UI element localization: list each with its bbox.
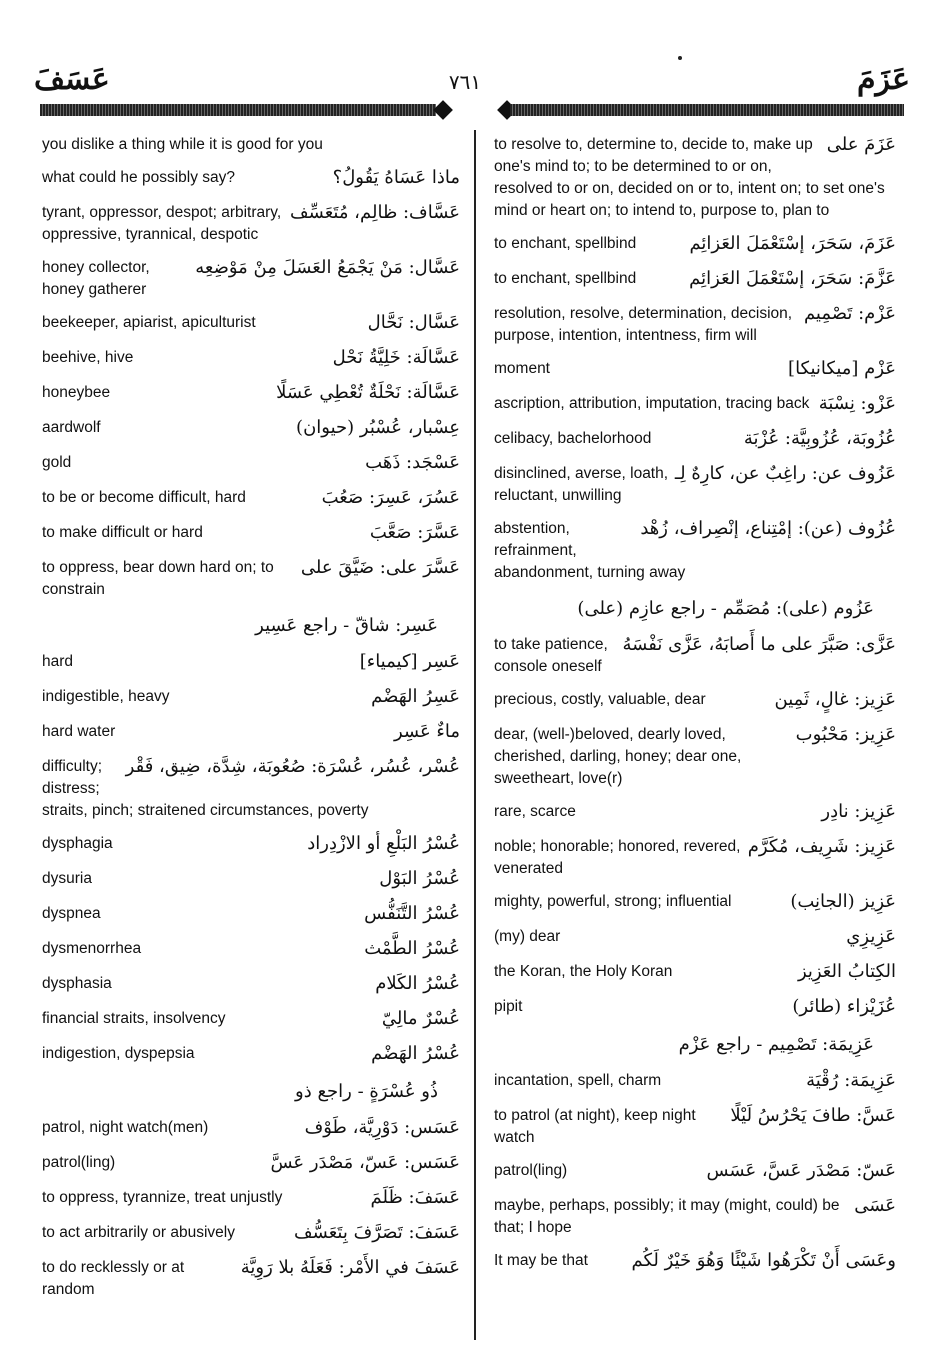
dictionary-entry — [42, 1117, 460, 1141]
dictionary-entry — [42, 312, 460, 336]
arabic-headword: عَسَفَ في الأَمْر: فَعَلَهُ بلا رَوِيَّة — [235, 1255, 460, 1281]
english-definition: to patrol (at night), keep night watch — [494, 1107, 696, 1146]
arabic-headword: عَسِر [كيمياء] — [354, 649, 460, 675]
dictionary-entry — [42, 202, 460, 246]
left-column — [42, 134, 460, 1301]
arabic-headword: عَسْجَد: ذَهَب — [359, 450, 460, 476]
english-definition: financial straits, insolvency — [42, 1010, 226, 1027]
dictionary-entry — [42, 134, 460, 156]
dictionary-entry — [42, 938, 460, 962]
arabic-cross-reference: عَزُوم (على): مُصَمِّم - راجع عازِم (على) — [577, 598, 874, 619]
arabic-headword: الكِتابُ العَزِيز — [792, 959, 896, 985]
dictionary-entry — [494, 1160, 896, 1184]
dictionary-entry — [42, 903, 460, 927]
english-definition: tyrant, oppressor, despot; arbitrary, oppressive, tyrannical, despotic — [42, 204, 282, 243]
dictionary-entry — [494, 358, 896, 382]
english-definition: patrol(ling) — [494, 1162, 568, 1179]
english-definition: to resolve to, determine to, decide to, make up one's mind to; to be determined to or on, resolved to or on, decided on or to, intent on; to set one's mind or heart on; to intend to, purpose to, plan to — [494, 136, 885, 219]
english-definition: patrol, night watch(men) — [42, 1119, 209, 1136]
dictionary-entry — [494, 689, 896, 713]
dictionary-entry — [42, 347, 460, 371]
header-rule-right — [510, 104, 904, 116]
dictionary-entry — [42, 417, 460, 441]
dictionary-entry — [42, 973, 460, 997]
dictionary-entry — [494, 926, 896, 950]
dictionary-entry — [42, 382, 460, 406]
english-definition: to oppress, tyrannize, treat unjustly — [42, 1189, 283, 1206]
page-number: ٧٦١ — [448, 70, 482, 94]
arabic-headword: عَسّ: مَصْدَر عَسَّ، عَسَس — [700, 1158, 896, 1184]
english-definition: to be or become difficult, hard — [42, 489, 246, 506]
english-definition: dear, (well-)beloved, dearly loved, cherished, darling, honey; dear one, sweetheart, love(r) — [494, 726, 742, 787]
dictionary-entry — [42, 452, 460, 476]
arabic-headword: عَزَمَ، سَحَرَ، إسْتَعْمَلَ العَزائِم — [683, 231, 896, 257]
dictionary-entry — [494, 801, 896, 825]
arabic-headword: عَسَّالَة: نَحْلَةٌ تُعْطِي عَسَلًا — [270, 380, 460, 406]
arabic-headword: عَزِيز: مَحْبُوب — [790, 722, 896, 748]
dictionary-entry — [494, 1031, 896, 1059]
dictionary-entry — [42, 1152, 460, 1176]
english-definition: to enchant, spellbind — [494, 235, 637, 252]
dictionary-entry — [494, 303, 896, 347]
arabic-headword: عَزِيز (الجانِب) — [784, 889, 896, 915]
english-definition: honeybee — [42, 384, 111, 401]
dictionary-entry — [494, 463, 896, 507]
english-definition: hard water — [42, 723, 116, 740]
english-definition: dyspnea — [42, 905, 101, 922]
dictionary-entry — [42, 868, 460, 892]
dictionary-entry — [494, 1250, 896, 1274]
dictionary-entry — [42, 522, 460, 546]
arabic-headword: عَسَّالَة: خَلِيَّةُ نَحْل — [327, 345, 460, 371]
english-definition: to make difficult or hard — [42, 524, 203, 541]
arabic-headword: عَزْم: تَصْمِيم — [798, 301, 896, 327]
english-definition: incantation, spell, charm — [494, 1072, 662, 1089]
arabic-headword: ماءٌ عَسِر — [388, 719, 460, 745]
dictionary-entry — [42, 167, 460, 191]
english-definition: moment — [494, 360, 550, 377]
arabic-headword: عَزَّمَ: سَحَرَ، إسْتَعْمَلَ العَزائِم — [683, 266, 896, 292]
right-column — [494, 134, 896, 1274]
arabic-headword: عُزُوبَة، عُزُوبِيَّة: عُزْبَة — [738, 426, 896, 452]
english-definition: precious, costly, valuable, dear — [494, 691, 706, 708]
english-definition: to act arbitrarily or abusively — [42, 1224, 235, 1241]
arabic-headword: عَسَّ: طافَ يَحْرُسُ لَيْلًا — [724, 1103, 896, 1129]
english-definition: mighty, powerful, strong; influential — [494, 893, 732, 910]
dictionary-entry — [494, 428, 896, 452]
english-definition: indigestible, heavy — [42, 688, 170, 705]
header-left-word: عَسَفَ — [34, 62, 110, 97]
english-definition: noble; honorable; honored, revered, venerated — [494, 838, 741, 877]
dictionary-entry — [494, 518, 896, 584]
dictionary-entry — [494, 595, 896, 623]
dictionary-entry — [42, 1187, 460, 1211]
dictionary-entry — [494, 393, 896, 417]
dictionary-entry — [494, 134, 896, 222]
dictionary-entry — [42, 1257, 460, 1301]
dictionary-entry — [494, 961, 896, 985]
arabic-headword: عَسَّرَ على: ضَيَّقَ على — [295, 555, 460, 581]
arabic-headword: عَزِيز: شَرِيف، مُكَرَّم — [742, 834, 896, 860]
arabic-headword: عَسَس: عَسّ، مَصْدَر عَسَّ — [264, 1150, 460, 1176]
arabic-headword: عَسَفَ: تَصَرَّفَ بِتَعَسُّف — [288, 1220, 460, 1246]
dictionary-entry — [42, 612, 460, 640]
english-definition: to do recklessly or at random — [42, 1259, 185, 1298]
speck — [678, 56, 682, 60]
english-definition: dysuria — [42, 870, 92, 887]
english-definition: patrol(ling) — [42, 1154, 116, 1171]
dictionary-entry — [42, 257, 460, 301]
dictionary-entry — [494, 891, 896, 915]
dictionary-entry — [42, 1008, 460, 1032]
dictionary-entry — [494, 1105, 896, 1149]
dictionary-entry — [494, 634, 896, 678]
arabic-headword: عُسْرُ الهَضْم — [365, 1041, 460, 1067]
arabic-headword: عَزِيمَة: رُقْيَة — [800, 1068, 896, 1094]
english-definition: indigestion, dyspepsia — [42, 1045, 195, 1062]
english-definition: gold — [42, 454, 72, 471]
english-definition: honey collector, honey gatherer — [42, 259, 150, 298]
english-definition: what could he possibly say? — [42, 169, 236, 186]
english-definition: difficulty; distress; straits, pinch; straitened circumstances, poverty — [42, 758, 369, 819]
dictionary-entry — [42, 756, 460, 822]
english-definition: hard — [42, 653, 74, 670]
arabic-headword: عُزُوف (عن): إمْتِناع، إنْصِراف، زُهْد — [634, 516, 896, 542]
dictionary-entry — [42, 721, 460, 745]
english-definition: to enchant, spellbind — [494, 270, 637, 287]
arabic-headword: عَزِيزِي — [840, 924, 896, 950]
english-definition: celibacy, bachelorhood — [494, 430, 652, 447]
dictionary-entry — [42, 1043, 460, 1067]
arabic-headword: عَزِيز: نادِر — [815, 799, 896, 825]
english-definition: you dislike a thing while it is good for you — [42, 136, 323, 153]
arabic-headword: عُسْرٌ مالِيّ — [376, 1006, 460, 1032]
arabic-headword: عِسْبار، عُسْبُر (حيوان) — [290, 415, 460, 441]
arabic-headword: عَزُوف عن: راغِبٌ عن، كارِهٌ لِـ — [669, 461, 896, 487]
arabic-headword: عَسَّال: نَحَّال — [362, 310, 460, 336]
english-definition: dysphasia — [42, 975, 112, 992]
arabic-headword: عُسْرُ البَلْعِ أو الازْدِراد — [301, 831, 460, 857]
dictionary-entry — [494, 268, 896, 292]
arabic-headword: عَسَّرَ: صَعَّبَ — [364, 520, 460, 546]
dictionary-entry — [494, 724, 896, 790]
dictionary-entry — [42, 686, 460, 710]
dictionary-entry — [42, 1078, 460, 1106]
english-definition: dysmenorrhea — [42, 940, 142, 957]
dictionary-entry — [494, 1195, 896, 1239]
english-definition: beekeeper, apiarist, apiculturist — [42, 314, 256, 331]
dictionary-entry — [494, 1070, 896, 1094]
arabic-cross-reference: ذُو عُسْرَةٍ - راجع ذو — [295, 1081, 438, 1102]
english-definition: ascription, attribution, imputation, tracing back — [494, 395, 810, 412]
arabic-headword: عُسْرُ التَّنَفُّس — [358, 901, 460, 927]
english-definition: maybe, perhaps, possibly; it may (might, could) be that; I hope — [494, 1197, 840, 1236]
dictionary-entry — [42, 557, 460, 601]
arabic-headword: عُسْرُ الكَلام — [369, 971, 460, 997]
arabic-headword: عَزِيز: غالٍ، ثَمِين — [769, 687, 896, 713]
english-definition: abstention, refrainment, abandonment, turning away — [494, 520, 686, 581]
english-definition: pipit — [494, 998, 523, 1015]
arabic-headword: عَزْم [ميكانيكا] — [782, 356, 896, 382]
arabic-headword: عُسْرُ الطَّمْث — [358, 936, 460, 962]
arabic-headword: عُسْر، عُسُر، عُسْرَة: صُعُوبَة، شِدَّة، ضِيق، فَقْر — [120, 754, 460, 780]
arabic-headword: عَسُرَ، عَسِرَ: صَعُبَ — [316, 485, 460, 511]
dictionary-entry — [494, 836, 896, 880]
english-definition: disinclined, averse, loath, reluctant, unwilling — [494, 465, 669, 504]
arabic-headword: وعَسَى أَنْ تَكْرَهُوا شَيْئًا وَهُوَ خَيْرٌ لَكُم — [625, 1248, 896, 1274]
english-definition: dysphagia — [42, 835, 113, 852]
english-definition: resolution, resolve, determination, decision, purpose, intention, intentness, firm will — [494, 305, 793, 344]
english-definition: to take patience, console oneself — [494, 636, 608, 675]
arabic-headword: عَسَى — [848, 1193, 896, 1219]
arabic-headword: عَزَمَ على — [821, 132, 896, 158]
dictionary-entry — [42, 833, 460, 857]
dictionary-entry — [42, 651, 460, 675]
dictionary-entry — [494, 233, 896, 257]
arabic-headword: عَسَس: دَوْرِيَّة، طَوْف — [299, 1115, 460, 1141]
dictionary-entry — [42, 487, 460, 511]
arabic-headword: عَزَّى: صَبَّرَ على ما أَصابَهُ، عَزَّى نَفْسَهُ — [617, 632, 896, 658]
arabic-cross-reference: عَسِر: شاقّ - راجع عَسِير — [255, 615, 438, 636]
english-definition: beehive, hive — [42, 349, 134, 366]
arabic-headword: عَزْو: نِسْبَة — [813, 391, 896, 417]
arabic-headword: عُسْرُ البَوْل — [373, 866, 460, 892]
arabic-headword: ماذا عَسَاهُ يَقُولُ؟ — [327, 165, 460, 191]
english-definition: the Koran, the Holy Koran — [494, 963, 673, 980]
arabic-cross-reference: عَزِيمَة: تَصْمِيم - راجع عَزْم — [678, 1034, 874, 1055]
arabic-headword: عَسَّال: مَنْ يَجْمَعُ العَسَلَ مِنْ مَوْضِعِه — [189, 255, 460, 281]
english-definition: rare, scarce — [494, 803, 576, 820]
arabic-headword: عَسَّاف: ظالِم، مُتَعَسِّف — [284, 200, 460, 226]
column-divider — [474, 130, 476, 1340]
dictionary-entry — [494, 996, 896, 1020]
header-rule-left — [40, 104, 436, 116]
arabic-headword: عَسِرُ الهَضْم — [365, 684, 460, 710]
english-definition: aardwolf — [42, 419, 101, 436]
arabic-headword: عُزَيْزاء (طائر) — [786, 994, 896, 1020]
english-definition: (my) dear — [494, 928, 561, 945]
english-definition: It may be that — [494, 1252, 588, 1269]
english-definition: to oppress, bear down hard on; to constrain — [42, 559, 274, 598]
arabic-headword: عَسَفَ: ظَلَمَ — [365, 1185, 460, 1211]
header-diamond-left — [433, 100, 453, 120]
dictionary-entry — [42, 1222, 460, 1246]
header-right-word: عَزَمَ — [856, 62, 910, 97]
